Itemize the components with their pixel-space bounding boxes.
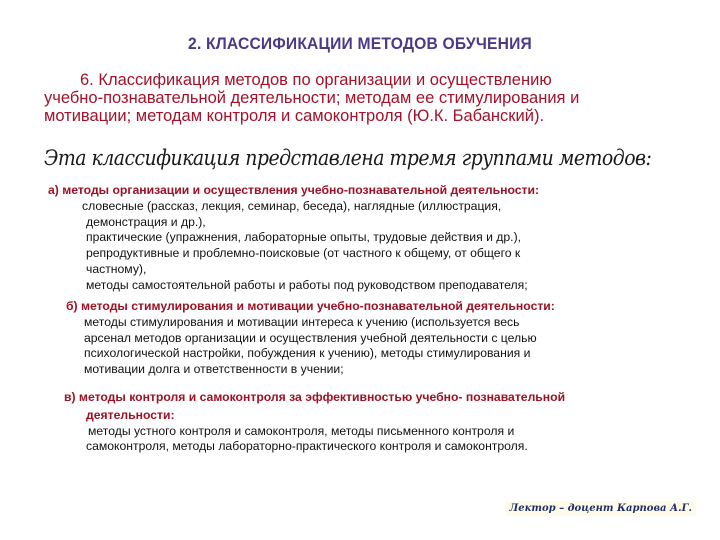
section-line: методы самостоятельной работы и работы под руководством преподавателя; (86, 277, 528, 292)
section-line: арсенал методов организации и осуществления учебной деятельности с целью (84, 330, 537, 345)
intro-paragraph (44, 71, 676, 125)
section-line: практические (упражнения, лабораторные опыты, трудовые действия и др.), (86, 230, 522, 245)
section-line: психологической настройки, побуждения к учению), методы стимулирования и (84, 346, 531, 361)
section-heading: а) методы организации и осуществления учебно-познавательной деятельности: (48, 183, 540, 197)
section-line: мотивации долга и ответственности в учении; (84, 362, 344, 377)
section-line: словесные (рассказ, лекция, семинар, беседа), наглядные (иллюстрация, (82, 198, 502, 213)
section-line: демонстрация и др.), (86, 214, 206, 229)
lecturer-credit: Лектор – доцент Карпова А.Г. (505, 501, 696, 516)
intro-line: 6. Классификация методов по организации и осуществлению (80, 71, 552, 89)
section-line: методы устного контроля и самоконтроля, методы письменного контроля и (88, 423, 515, 438)
subtitle: Эта классификация представлена тремя группами методов: (44, 146, 652, 170)
section-heading: в) методы контроля и самоконтроля за эффективностью учебно- познавательной (64, 390, 566, 404)
intro-line: учебно-познавательной деятельности; методам ее стимулирования и (44, 89, 580, 107)
section-c (64, 390, 565, 455)
section-heading-cont: деятельности: (86, 407, 175, 422)
section-line: репродуктивные и проблемно-поисковые (от частного к общему, от общего к (86, 246, 521, 261)
intro-line: мотивации; методам контроля и самоконтроля (Ю.К. Бабанский). (44, 107, 545, 125)
section-b (66, 299, 555, 378)
section-heading: б) методы стимулирования и мотивации учебно-познавательной деятельности: (66, 299, 555, 313)
page-title: 2. КЛАССИФИКАЦИИ МЕТОДОВ ОБУЧЕНИЯ (188, 34, 532, 53)
section-a (48, 183, 539, 294)
section-line: частному), (86, 261, 147, 276)
section-line: самоконтроля, методы лабораторно-практического контроля и самоконтроля. (86, 439, 528, 454)
section-line: методы стимулирования и мотивации интереса к учению (используется весь (84, 314, 520, 329)
